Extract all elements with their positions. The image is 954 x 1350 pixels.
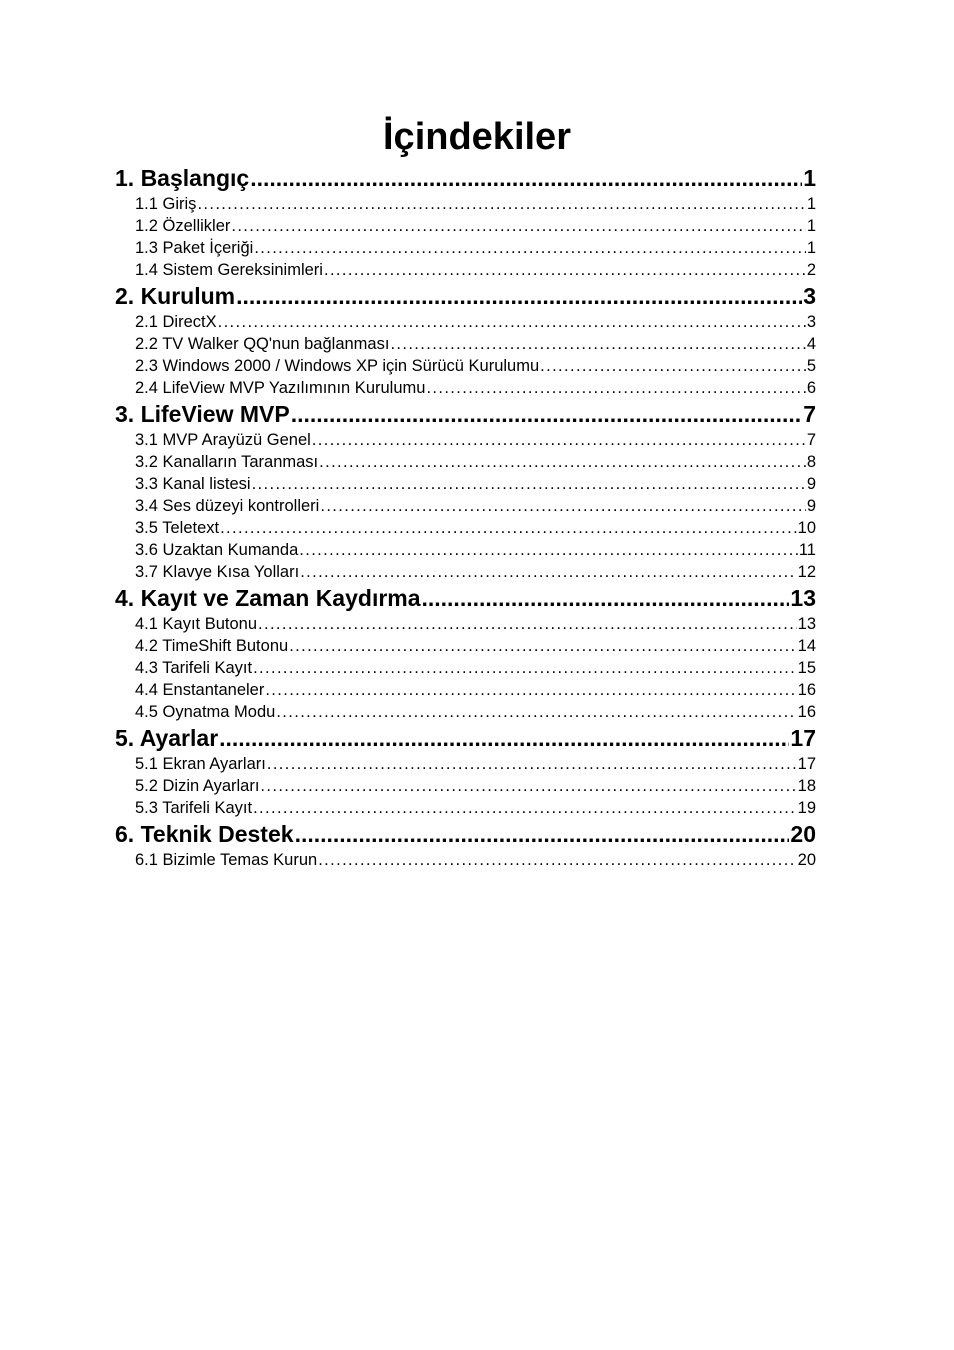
dot-leader [220,517,797,539]
dot-leader [253,797,797,819]
toc-section-entry[interactable] [115,775,816,797]
toc-entry-page-number: 20 [790,821,816,847]
toc-chapter-entry[interactable] [115,723,816,753]
toc-section-entry[interactable] [115,849,816,871]
toc-section-entry[interactable] [115,517,816,539]
dot-leader [197,193,805,215]
toc-entry-label: 5.1 Ekran Ayarları [135,755,266,773]
toc-entry-page-number: 18 [797,777,816,795]
toc-entry-label: 3.5 Teletext [135,519,220,537]
toc-chapter-entry[interactable] [115,163,816,193]
toc-section-entry[interactable] [115,797,816,819]
toc-entry-label: 5. Ayarlar [115,725,219,751]
toc-section-entry[interactable] [115,429,816,451]
toc-entry-label: 3.4 Ses düzeyi kontrolleri [135,497,320,515]
toc-entry-page-number: 5 [806,357,816,375]
toc-section-entry[interactable] [115,657,816,679]
toc-chapter-entry[interactable] [115,281,816,311]
toc-entry-label: 4.3 Tarifeli Kayıt [135,659,253,677]
toc-entry-label: 6.1 Bizimle Temas Kurun [135,851,318,869]
toc-entry-label: 1. Başlangıç [115,165,250,191]
toc-entry-label: 3.2 Kanalların Taranması [135,453,319,471]
toc-section-entry[interactable] [115,635,816,657]
toc-entry-label: 3. LifeView MVP [115,401,290,427]
toc-section-entry[interactable] [115,701,816,723]
table-of-contents [115,163,816,871]
toc-entry-page-number: 1 [806,195,816,213]
toc-entry-page-number: 11 [798,541,816,559]
dot-leader [231,215,805,237]
toc-section-entry[interactable] [115,613,816,635]
toc-entry-label: 4.4 Enstantaneler [135,681,265,699]
toc-entry-label: 2.4 LifeView MVP Yazılımının Kurulumu [135,379,426,397]
dot-leader [219,723,789,753]
toc-entry-page-number: 3 [803,283,816,309]
dot-leader [320,495,805,517]
toc-entry-page-number: 12 [797,563,816,581]
toc-entry-label: 1.2 Özellikler [135,217,231,235]
toc-entry-label: 2. Kurulum [115,283,236,309]
toc-section-entry[interactable] [115,333,816,355]
toc-section-entry[interactable] [115,561,816,583]
toc-entry-page-number: 16 [797,681,816,699]
toc-section-entry[interactable] [115,539,816,561]
toc-entry-label: 2.2 TV Walker QQ'nun bağlanması [135,335,390,353]
toc-section-entry[interactable] [115,355,816,377]
toc-section-entry[interactable] [115,473,816,495]
dot-leader [236,281,802,311]
toc-entry-label: 4.2 TimeShift Butonu [135,637,289,655]
toc-entry-label: 2.3 Windows 2000 / Windows XP için Sürücü Kurulumu [135,357,540,375]
dot-leader [312,429,806,451]
toc-entry-label: 4.1 Kayıt Butonu [135,615,258,633]
toc-entry-label: 5.3 Tarifeli Kayıt [135,799,253,817]
dot-leader [299,539,798,561]
toc-chapter-entry[interactable] [115,819,816,849]
toc-entry-page-number: 9 [806,475,816,493]
dot-leader [254,237,806,259]
toc-entry-page-number: 13 [797,615,816,633]
toc-entry-label: 1.1 Giriş [135,195,197,213]
dot-leader [250,163,802,193]
toc-entry-page-number: 13 [790,585,816,611]
dot-leader [426,377,805,399]
toc-entry-page-number: 2 [806,261,816,279]
toc-entry-label: 3.7 Klavye Kısa Yolları [135,563,300,581]
toc-entry-page-number: 1 [803,165,816,191]
dot-leader [540,355,806,377]
toc-entry-page-number: 7 [806,431,816,449]
toc-entry-label: 1.4 Sistem Gereksinimleri [135,261,323,279]
toc-entry-page-number: 16 [797,703,816,721]
dot-leader [218,311,806,333]
toc-entry-label: 2.1 DirectX [135,313,217,331]
toc-entry-page-number: 15 [797,659,816,677]
toc-section-entry[interactable] [115,193,816,215]
dot-leader [390,333,805,355]
toc-entry-label: 4. Kayıt ve Zaman Kaydırma [115,585,421,611]
toc-entry-label: 3.1 MVP Arayüzü Genel [135,431,311,449]
dot-leader [324,259,806,281]
toc-entry-label: 3.3 Kanal listesi [135,475,251,493]
dot-leader [258,613,797,635]
toc-entry-page-number: 17 [790,725,816,751]
dot-leader [252,473,806,495]
toc-entry-label: 3.6 Uzaktan Kumanda [135,541,299,559]
toc-entry-page-number: 3 [806,313,816,331]
dot-leader [276,701,796,723]
dot-leader [319,451,806,473]
toc-entry-page-number: 10 [797,519,816,537]
dot-leader [260,775,796,797]
toc-section-entry[interactable] [115,495,816,517]
dot-leader [318,849,796,871]
toc-entry-label: 1.3 Paket İçeriği [135,239,254,257]
toc-chapter-entry[interactable] [115,399,816,429]
dot-leader [295,819,790,849]
toc-entry-page-number: 6 [806,379,816,397]
dot-leader [291,399,803,429]
toc-entry-page-number: 1 [806,217,816,235]
toc-entry-page-number: 19 [797,799,816,817]
dot-leader [422,583,790,613]
dot-leader [289,635,796,657]
dot-leader [265,679,796,701]
toc-section-entry[interactable] [115,237,816,259]
toc-section-entry[interactable] [115,215,816,237]
toc-entry-label: 5.2 Dizin Ayarları [135,777,260,795]
dot-leader [253,657,797,679]
toc-section-entry[interactable] [115,451,816,473]
toc-section-entry[interactable] [115,259,816,281]
toc-entry-page-number: 1 [806,239,816,257]
toc-entry-page-number: 9 [806,497,816,515]
toc-section-entry[interactable] [115,311,816,333]
toc-entry-page-number: 14 [797,637,816,655]
dot-leader [300,561,796,583]
toc-entry-page-number: 4 [806,335,816,353]
toc-entry-page-number: 17 [797,755,816,773]
toc-section-entry[interactable] [115,753,816,775]
toc-section-entry[interactable] [115,679,816,701]
page-title: İçindekiler [383,116,571,158]
toc-chapter-entry[interactable] [115,583,816,613]
toc-entry-label: 4.5 Oynatma Modu [135,703,276,721]
toc-entry-label: 6. Teknik Destek [115,821,294,847]
toc-entry-page-number: 20 [797,851,816,869]
toc-entry-page-number: 8 [806,453,816,471]
toc-entry-page-number: 7 [803,401,816,427]
toc-section-entry[interactable] [115,377,816,399]
dot-leader [267,753,797,775]
